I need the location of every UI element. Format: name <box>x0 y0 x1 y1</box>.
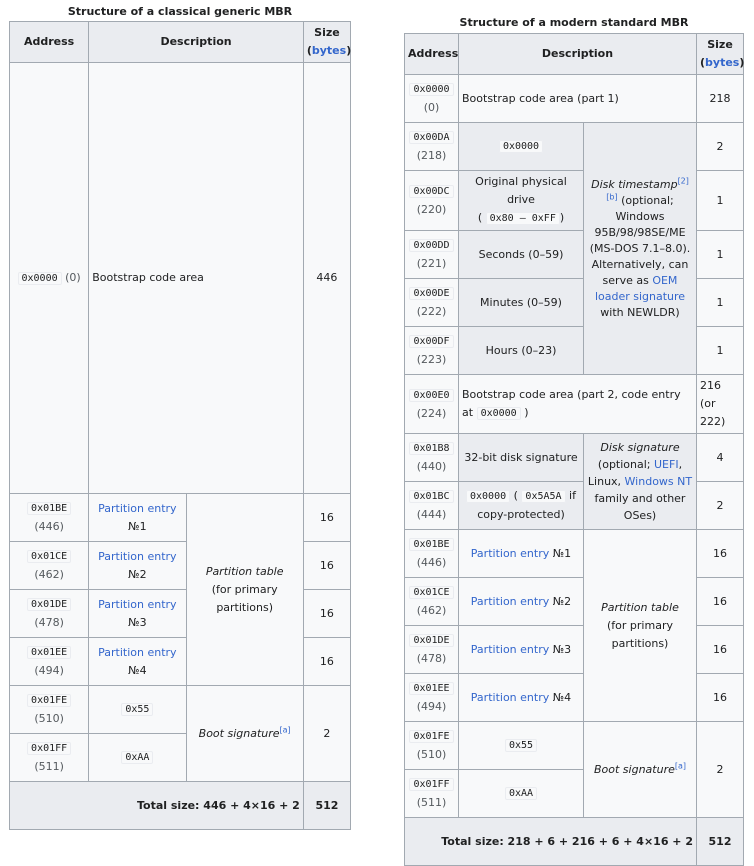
size-header: Size (bytes) <box>697 34 744 75</box>
physical-drive-cell: Original physical drive ( 0x80 – 0xFF ) <box>459 171 584 231</box>
address-cell: 0x00DC (220) <box>405 171 459 231</box>
partition-entry-link[interactable]: Partition entry <box>98 501 177 515</box>
address-cell: 0x01FE (510) <box>405 722 459 770</box>
address-cell: 0x0000 (0) <box>10 63 89 494</box>
size-cell: 4 <box>697 434 744 482</box>
total-size-label: Total size: 446 + 4×16 + 2 <box>10 782 304 830</box>
size-cell: 218 <box>697 75 744 123</box>
address-cell: 0x00DD (221) <box>405 231 459 279</box>
size-cell: 16 <box>697 674 744 722</box>
partition-entry-link[interactable]: Partition entry <box>470 546 550 560</box>
windows-nt-link[interactable]: Windows NT <box>624 475 693 488</box>
total-size-label: Total size: 218 + 6 + 216 + 6 + 4×16 + 2 <box>405 818 697 866</box>
signature-byte-cell: 0x55 <box>89 686 186 734</box>
total-size-value: 512 <box>697 818 744 866</box>
partition-entry-link[interactable]: Partition entry <box>98 645 177 659</box>
description-header: Description <box>459 34 697 75</box>
size-cell: 2 <box>697 722 744 818</box>
address-cell: 0x01BE (446) <box>10 494 89 542</box>
partition-entry-link[interactable]: Partition entry <box>470 642 550 656</box>
size-cell: 16 <box>303 542 350 590</box>
signature-byte-cell: 0xAA <box>89 734 186 782</box>
partition-entry-cell: Partition entry №4 <box>459 674 584 722</box>
seconds-cell: Seconds (0–59) <box>459 231 584 279</box>
bootstrap-code-part2-cell: Bootstrap code area (part 2, code entry at 0x0000 ) <box>459 375 697 434</box>
bytes-link[interactable]: bytes <box>311 44 347 57</box>
description-header: Description <box>89 22 304 63</box>
size-cell: 16 <box>303 638 350 686</box>
partition-entry-link[interactable]: Partition entry <box>470 594 550 608</box>
partition-entry-cell: Partition entry №2 <box>89 542 186 590</box>
oem-loader-signature-link[interactable]: OEM loader signature <box>594 273 686 303</box>
timestamp-zero-cell: 0x0000 <box>459 123 584 171</box>
size-cell: 2 <box>697 482 744 530</box>
address-cell: 0x01CE (462) <box>10 542 89 590</box>
address-cell: 0x01DE (478) <box>10 590 89 638</box>
size-cell: 16 <box>697 578 744 626</box>
address-cell: 0x00DE (222) <box>405 279 459 327</box>
size-header: Size (bytes) <box>303 22 350 63</box>
size-cell: 446 <box>303 63 350 494</box>
signature-byte-cell: 0xAA <box>459 770 584 818</box>
hours-cell: Hours (0–23) <box>459 327 584 375</box>
size-cell: 1 <box>697 171 744 231</box>
address-cell: 0x01FF (511) <box>10 734 89 782</box>
footnote-a-link[interactable]: [a] <box>279 724 291 734</box>
address-header: Address <box>405 34 459 75</box>
left-table-caption: Structure of a classical generic MBR <box>67 5 293 18</box>
address-cell: 0x01BE (446) <box>405 530 459 578</box>
boot-signature-cell: Boot signature[a] <box>584 722 697 818</box>
address-cell: 0x01FE (510) <box>10 686 89 734</box>
modern-mbr-table <box>404 33 744 866</box>
size-cell: 1 <box>697 231 744 279</box>
address-cell: 0x01B8 (440) <box>405 434 459 482</box>
footnote-a-link[interactable]: [a] <box>674 760 687 770</box>
address-cell: 0x0000 (0) <box>405 75 459 123</box>
size-cell: 16 <box>303 494 350 542</box>
partition-entry-link[interactable]: Partition entry <box>98 597 177 611</box>
partition-entry-cell: Partition entry №4 <box>89 638 186 686</box>
disk-signature-32bit-cell: 32-bit disk signature <box>459 434 584 482</box>
size-cell: 16 <box>697 626 744 674</box>
partition-entry-link[interactable]: Partition entry <box>98 549 177 563</box>
partition-entry-cell: Partition entry №3 <box>459 626 584 674</box>
classical-mbr-table <box>9 21 351 830</box>
partition-entry-cell: Partition entry №1 <box>89 494 186 542</box>
address-cell: 0x00DF (223) <box>405 327 459 375</box>
uefi-link[interactable]: UEFI <box>654 458 679 471</box>
total-size-value: 512 <box>303 782 350 830</box>
address-cell: 0x01EE (494) <box>10 638 89 686</box>
partition-entry-cell: Partition entry №3 <box>89 590 186 638</box>
disk-timestamp-cell: Disk timestamp[2][b] (optional; Windows 95B/98/98SE/ME (MS-DOS 7.1–8.0). Alternatively, can serve as OEM loader signature with NEWLDR) <box>584 123 697 375</box>
bootstrap-code-cell: Bootstrap code area (part 1) <box>459 75 697 123</box>
address-header: Address <box>10 22 89 63</box>
address-cell: 0x01CE (462) <box>405 578 459 626</box>
size-cell: 16 <box>303 590 350 638</box>
footnote-2b-link[interactable]: [2][b] <box>606 175 689 201</box>
bootstrap-code-cell: Bootstrap code area <box>89 63 304 494</box>
size-cell: 1 <box>697 279 744 327</box>
partition-entry-link[interactable]: Partition entry <box>470 690 550 704</box>
size-cell: 2 <box>697 123 744 171</box>
minutes-cell: Minutes (0–59) <box>459 279 584 327</box>
address-cell: 0x01BC (444) <box>405 482 459 530</box>
partition-entry-cell: Partition entry №1 <box>459 530 584 578</box>
size-cell: 1 <box>697 327 744 375</box>
address-cell: 0x00E0 (224) <box>405 375 459 434</box>
address-cell: 0x00DA (218) <box>405 123 459 171</box>
bytes-link[interactable]: bytes <box>705 56 740 69</box>
copy-protected-cell: 0x0000 ( 0x5A5A if copy-protected) <box>459 482 584 530</box>
boot-signature-cell: Boot signature[a] <box>186 686 303 782</box>
signature-byte-cell: 0x55 <box>459 722 584 770</box>
partition-table-cell: Partition table (for primary partitions) <box>186 494 303 686</box>
size-cell: 216 (or 222) <box>697 375 744 434</box>
partition-entry-cell: Partition entry №2 <box>459 578 584 626</box>
address-cell: 0x01DE (478) <box>405 626 459 674</box>
right-table-caption: Structure of a modern standard MBR <box>459 16 689 29</box>
disk-signature-cell: Disk signature (optional; UEFI, Linux, Windows NT family and other OSes) <box>584 434 697 530</box>
partition-table-cell: Partition table (for primary partitions) <box>584 530 697 722</box>
address-cell: 0x01EE (494) <box>405 674 459 722</box>
size-cell: 16 <box>697 530 744 578</box>
size-cell: 2 <box>303 686 350 782</box>
address-cell: 0x01FF (511) <box>405 770 459 818</box>
